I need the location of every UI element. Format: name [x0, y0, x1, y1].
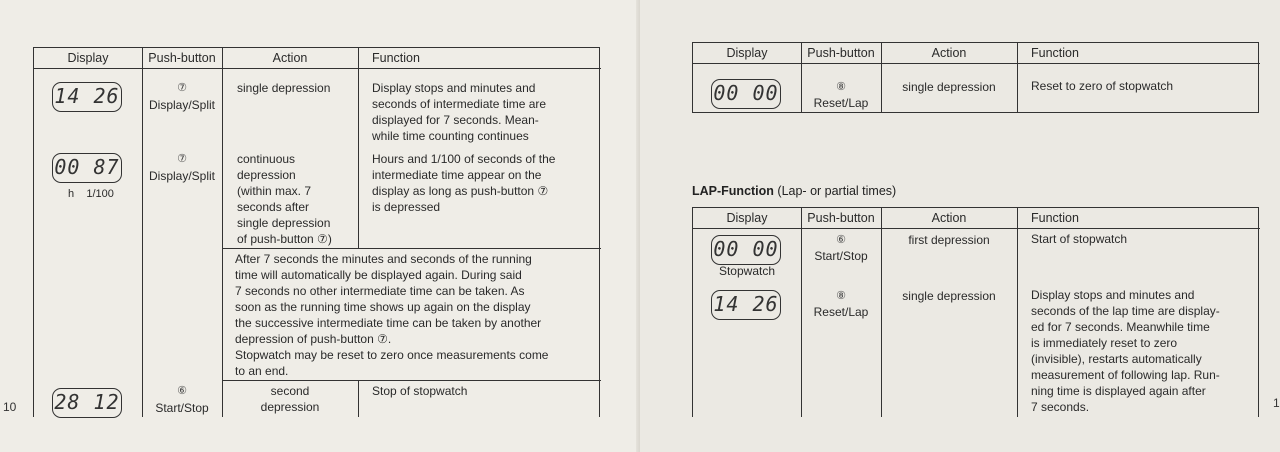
button-6-icon: ⑥ — [836, 234, 846, 246]
lap-table — [692, 207, 1259, 417]
row1-function-line: while time counting continues — [372, 129, 529, 143]
header-display: Display — [726, 46, 768, 60]
right-page — [640, 0, 1280, 452]
row1-function-line: displayed for 7 seconds. Mean- — [372, 113, 539, 127]
row1-action: single depression — [237, 81, 331, 95]
lcd-display-lap: 14 26 — [711, 290, 781, 320]
lap-function-line: 7 seconds. — [1031, 400, 1090, 414]
header-display: Display — [67, 51, 109, 65]
lap-start-action: first depression — [908, 233, 990, 247]
lap-function-line: is immediately reset to zero — [1031, 336, 1178, 350]
note-line: Stopwatch may be reset to zero once measurements come — [235, 348, 549, 362]
header-display: Display — [726, 211, 768, 225]
note-line: soon as the running time shows up again on the display — [235, 300, 531, 314]
lap-start-button: Start/Stop — [814, 249, 868, 263]
lcd-display-row3: 28 12 — [52, 388, 122, 418]
button-8-icon: ⑧ — [836, 81, 846, 93]
row2-action-line: depression — [237, 168, 296, 182]
note-line: After 7 seconds the minutes and seconds of the running — [235, 252, 532, 266]
lap-start-function: Start of stopwatch — [1031, 232, 1128, 246]
lap-function-line: measurement of following lap. Run- — [1031, 368, 1220, 382]
reset-action: single depression — [902, 80, 996, 94]
header-function: Function — [1031, 211, 1079, 225]
lap-action: single depression — [902, 289, 996, 303]
row2-function-line: intermediate time appear on the — [372, 168, 542, 182]
lcd-display-row1: 14 26 — [52, 82, 122, 112]
note-line: the successive intermediate time can be taken by another — [235, 316, 542, 330]
header-action: Action — [931, 46, 967, 60]
row2-function-line: Hours and 1/100 of seconds of the — [372, 152, 556, 166]
note-line: 7 seconds no other intermediate time can be taken. As — [235, 284, 525, 298]
lap-function-line: ed for 7 seconds. Meanwhile time — [1031, 320, 1210, 334]
row1-function-line: Display stops and minutes and — [372, 81, 536, 95]
header-function: Function — [372, 51, 420, 65]
row2-action-line: seconds after — [237, 200, 310, 214]
header-push-button: Push-button — [807, 46, 875, 60]
lcd-display-lap-start: 00 00 — [711, 235, 781, 265]
page-number-left: 10 — [3, 400, 17, 414]
row3-action-line: depression — [260, 400, 320, 414]
page-number-right: 1 — [1273, 396, 1280, 410]
button-8-icon: ⑧ — [836, 290, 846, 302]
lcd-display-row2: 00 87 — [52, 153, 122, 183]
row2-action-line: continuous — [237, 152, 296, 166]
button-6-icon: ⑥ — [177, 385, 187, 397]
lap-button: Reset/Lap — [813, 305, 869, 319]
header-function: Function — [1031, 46, 1079, 60]
lap-function-heading — [692, 184, 896, 198]
row3-action-line: second — [270, 384, 310, 398]
lap-function-line: (invisible), restarts automatically — [1031, 352, 1202, 366]
button-7-icon: ⑦ — [177, 153, 187, 165]
row2-action-line: (within max. 7 — [237, 184, 312, 198]
heading-rest: (Lap- or partial times) — [773, 184, 897, 198]
reset-function: Reset to zero of stopwatch — [1031, 79, 1174, 93]
left-instruction-table — [33, 47, 600, 417]
row3-function: Stop of stopwatch — [372, 384, 468, 398]
row1-function-line: seconds of intermediate time are — [372, 97, 547, 111]
lcd-sub-label: h 1/100 — [68, 188, 114, 200]
row1-button: Display/Split — [148, 98, 216, 112]
row2-action-line: of push-button ⑦) — [237, 232, 332, 246]
button-7-icon: ⑦ — [177, 82, 187, 94]
header-action: Action — [272, 51, 308, 65]
note-line: to an end. — [235, 364, 289, 378]
note-line: time will automatically be displayed again. During said — [235, 268, 522, 282]
note-line: depression of push-button ⑦. — [235, 332, 392, 346]
lap-function-line: ning time is displayed again after — [1031, 384, 1206, 398]
row2-action-line: single depression — [237, 216, 331, 230]
row2-function-line: display as long as push-button ⑦ — [372, 184, 549, 198]
row2-button: Display/Split — [148, 169, 216, 183]
row3-button: Start/Stop — [155, 401, 209, 415]
heading-bold: LAP-Function — [692, 184, 774, 198]
lap-function-line: seconds of the lap time are display- — [1031, 304, 1220, 318]
header-push-button: Push-button — [148, 51, 216, 65]
reset-table — [692, 42, 1259, 113]
lcd-display-reset: 00 00 — [711, 79, 781, 109]
header-push-button: Push-button — [807, 211, 875, 225]
lcd-sub-label: Stopwatch — [718, 264, 776, 278]
reset-button: Reset/Lap — [813, 96, 869, 110]
row2-function-line: is depressed — [372, 200, 441, 214]
header-action: Action — [931, 211, 967, 225]
lap-function-line: Display stops and minutes and — [1031, 288, 1195, 302]
